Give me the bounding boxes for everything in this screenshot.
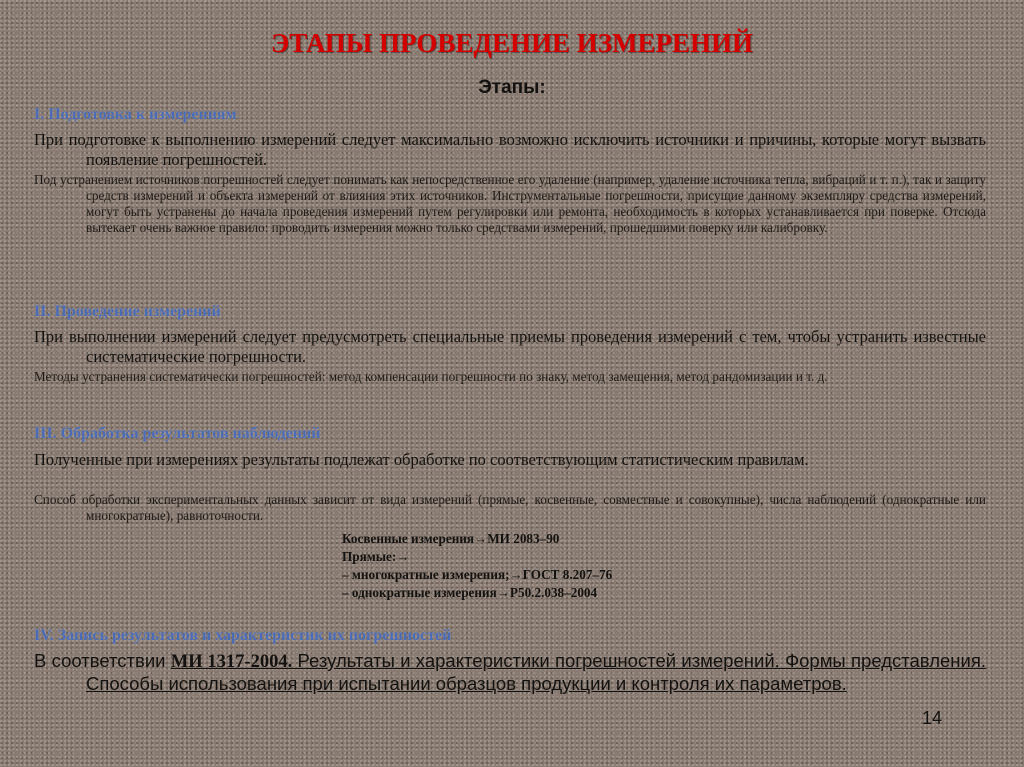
- reference-single: – однократные измерения→Р50.2.038–2004: [342, 585, 598, 600]
- section-2-detail: Методы устранения систематически погрешностей: метод компенсации погрешности по знаку, метод замещения, метод рандомизации и т. д.: [34, 369, 828, 384]
- reference-multiple: – многократные измерения;→ГОСТ 8.207–76: [342, 567, 613, 582]
- section-4-heading: IV. Запись результатов и характеристик их погрешностей: [34, 627, 452, 644]
- record-prefix: В соответствии: [34, 650, 171, 671]
- section-1-detail: Под устранением источников погрешностей следует понимать как непосредственное его удаление (например, удаление источника тепла, вибраций и т. п.), так и защиту средств измерений и объекта измерений от влияния этих источников. Инструментальные погрешности, присущие данному экземпляру средства измерений, могут быть устранены до начала проведения измерений путем регулировки или ремонта, необходимость в которых устанавливается при поверке. Отсюда вытекает очень важное правило: проводить измерения можно только средствами измерений, прошедшими поверку или калибровку.: [34, 172, 986, 235]
- section-2-heading: II. Проведение измерений: [34, 303, 221, 320]
- page-number: 14: [921, 708, 942, 728]
- section-3-lead: Полученные при измерениях результаты подлежат обработке по соответствующим статистическим правилам.: [34, 450, 809, 469]
- section-4-record: [34, 650, 986, 695]
- section-1-heading: I. Подготовка к измерениям: [34, 106, 237, 123]
- section-3-heading: III. Обработка результатов наблюдений: [34, 425, 321, 442]
- stages-subtitle: Этапы:: [478, 77, 546, 98]
- section-1-lead: При подготовке к выполнению измерений следует максимально возможно исключить источники и причины, которые могут вызвать появление погрешностей.: [34, 130, 986, 169]
- section-2-lead: При выполнении измерений следует предусмотреть специальные приемы проведения измерений с тем, чтобы устранить известные систематические погрешности.: [34, 327, 986, 366]
- record-document: МИ 1317-2004.: [170, 652, 293, 672]
- reference-indirect: Косвенные измерения→МИ 2083–90: [342, 531, 560, 546]
- record-description: Результаты и характеристики погрешностей измерений. Формы представления. Способы использования при испытании образцов продукции и контроля их параметров.: [86, 650, 986, 694]
- reference-direct: Прямые:→: [342, 549, 410, 564]
- section-3-detail: Способ обработки экспериментальных данных зависит от вида измерений (прямые, косвенные, совместные и совокупные), числа наблюдений (однократные или многократные), равноточности.: [34, 492, 986, 523]
- slide-title: ЭТАПЫ ПРОВЕДЕНИЕ ИЗМЕРЕНИЙ: [270, 28, 754, 58]
